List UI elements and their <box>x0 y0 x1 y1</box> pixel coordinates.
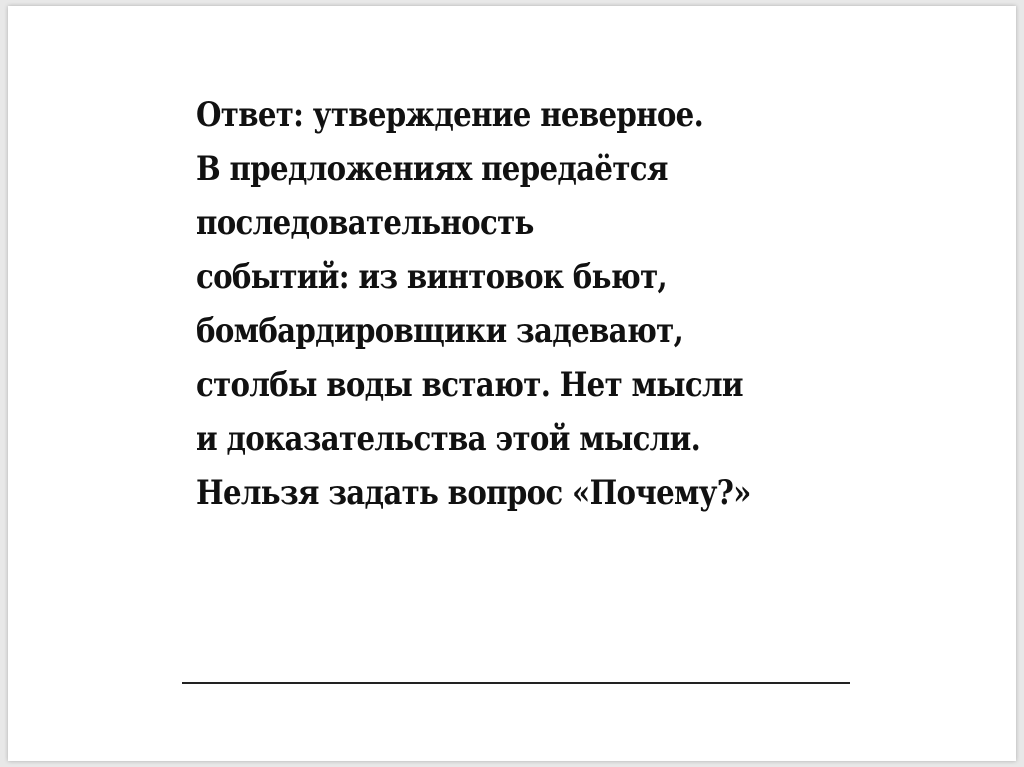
text-line: В предложениях передаётся <box>196 149 668 189</box>
text-line: Нельзя задать вопрос «Почему?» <box>196 473 751 513</box>
text-line: столбы воды встают. Нет мысли <box>196 365 743 405</box>
slide <box>8 6 1016 761</box>
text-line: бомбардировщики задевают, <box>196 311 684 351</box>
text-line: Ответ: утверждение неверное. <box>196 95 704 135</box>
answer-text-block <box>196 88 836 520</box>
text-line: последовательность <box>196 203 534 243</box>
horizontal-divider <box>182 682 850 684</box>
text-line: событий: из винтовок бьют, <box>196 257 667 297</box>
text-line: и доказательства этой мысли. <box>196 419 701 459</box>
